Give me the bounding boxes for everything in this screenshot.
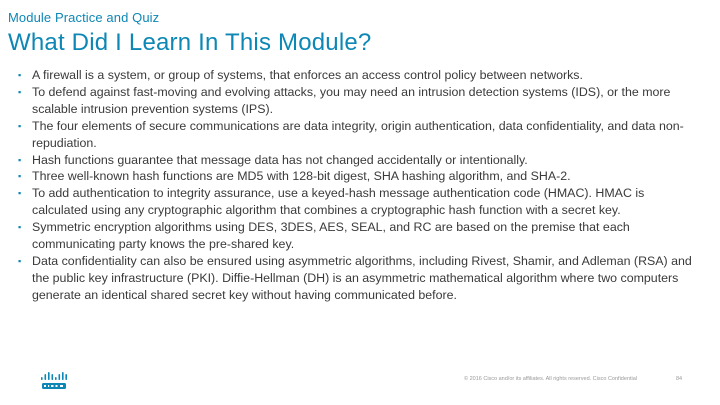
bullet-item	[18, 152, 698, 169]
bullet-dot-icon: ▪	[18, 70, 22, 80]
section-label: Module Practice and Quiz	[8, 10, 160, 25]
bullet-item	[18, 219, 698, 253]
cisco-logo-icon	[40, 372, 68, 390]
bullet-dot-icon: ▪	[18, 154, 22, 165]
bullet-text: The four elements of secure communications are data integrity, origin authentication, data confidentiality, and data non-repudiation.	[32, 118, 684, 150]
bullet-text: Data confidentiality can also be ensured using asymmetric algorithms, including Rivest, Shamir, and Adleman (RSA) and the public key infrastructure (PKI). Diffie-Hellman (DH) is an asymmetric mathematical algorithm where two computers generate an identical shared secret key without having communicated before.	[32, 253, 692, 302]
bullet-item	[18, 67, 698, 84]
bullet-text: A firewall is a system, or group of systems, that enforces an access control policy between networks.	[32, 68, 583, 82]
bullet-text: To add authentication to integrity assurance, use a keyed-hash message authentication code (HMAC). HMAC is calculated using any cryptographic algorithm that combines a cryptographic hash function with a secret key.	[32, 186, 645, 218]
bullet-text: Three well-known hash functions are MD5 with 128-bit digest, SHA hashing algorithm, and SHA-2.	[32, 169, 571, 184]
bullet-dot-icon: ▪	[18, 120, 22, 131]
bullet-dot-icon: ▪	[18, 188, 22, 199]
bullet-item	[18, 84, 698, 118]
bullet-item	[18, 118, 698, 152]
bullet-text: Hash functions guarantee that message data has not changed accidentally or intentionally.	[32, 152, 528, 167]
bullet-item	[18, 168, 698, 185]
bullet-text: Symmetric encryption algorithms using DES, 3DES, AES, SEAL, and RC are based on the premise that each communicating party knows the pre-shared key.	[32, 220, 630, 252]
bullet-dot-icon: ▪	[18, 86, 22, 97]
bullet-list	[18, 67, 698, 304]
bullet-text: To defend against fast-moving and evolving attacks, you may need an intrusion detection systems (IDS), or the more scalable intrusion prevention systems (IPS).	[32, 84, 671, 116]
bullet-dot-icon: ▪	[18, 171, 22, 182]
bullet-item	[18, 253, 698, 304]
bullet-dot-icon: ▪	[18, 222, 22, 233]
page-number: 84	[676, 376, 683, 382]
slide-title: What Did I Learn In This Module?	[8, 29, 372, 56]
copyright-text: © 2016 Cisco and/or its affiliates. All rights reserved. Cisco Confidential	[464, 376, 638, 382]
bullet-item	[18, 185, 698, 219]
bullet-dot-icon: ▪	[18, 255, 22, 266]
